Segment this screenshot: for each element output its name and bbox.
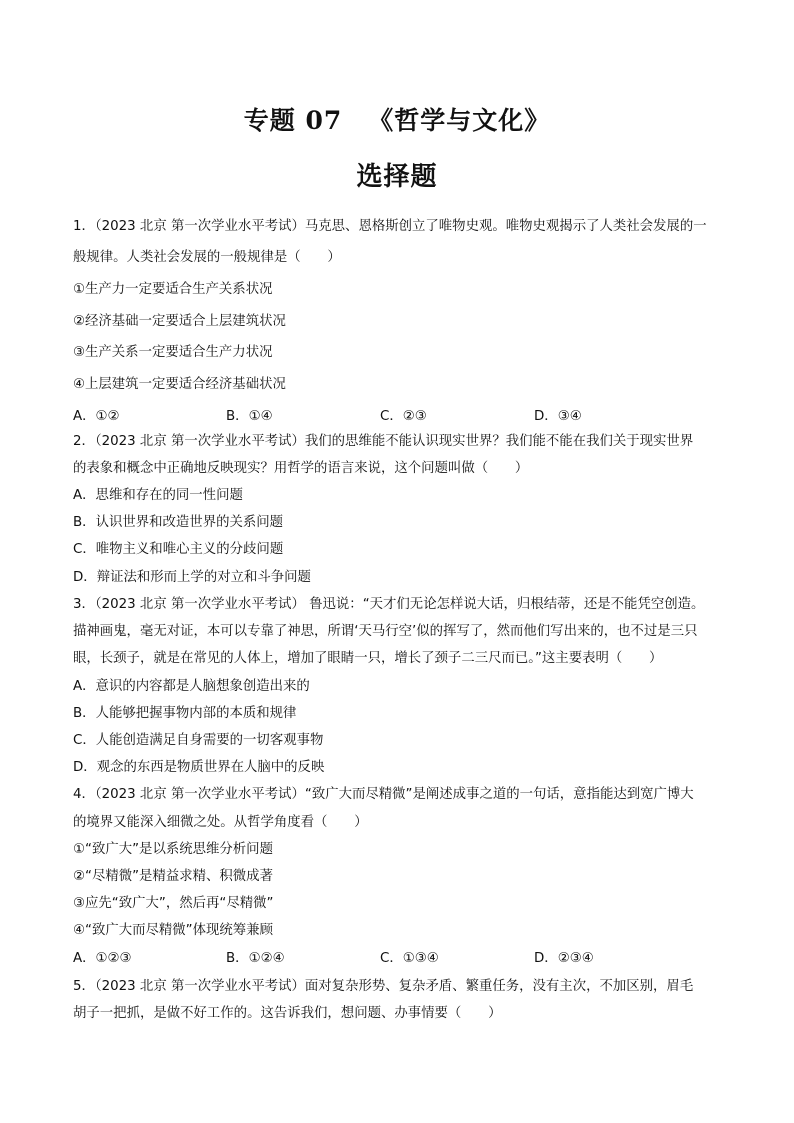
q4-option-a: A．①②③ [73,951,132,966]
topic-name: 《哲学与文化》 [368,106,551,135]
q2-stem-line-2: 的表象和概念中正确地反映现实？用哲学的语言来说，这个问题叫做（ ） [73,461,529,476]
q1-option-c: C．②③ [380,409,427,424]
q3-option-b: B．人能够把握事物内部的本质和规律 [73,706,297,721]
q5-stem-line-1: 5．（2023 北京 第一次学业水平考试）面对复杂形势、复杂矛盾、繁重任务，没有主次，不加区别，眉毛 [73,979,694,994]
q4-option-d: D．②③④ [534,951,594,966]
q4-stem-line-1: 4．（2023 北京 第一次学业水平考试）“致广大而尽精微”是阐述成事之道的一句话，意指能达到宽广博大 [73,787,694,802]
q2-option-a: A．思维和存在的同一性问题 [73,488,243,503]
q1-statement-2: ②经济基础一定要适合上层建筑状况 [73,314,286,329]
q1-option-a: A．①② [73,409,120,424]
q1-option-d: D．③④ [534,409,582,424]
q4-statement-1: ①“致广大”是以系统思维分析问题 [73,842,273,857]
q4-option-b: B．①②④ [226,951,285,966]
q2-option-b: B．认识世界和改造世界的关系问题 [73,515,284,530]
q1-statement-3: ③生产关系一定要适合生产力状况 [73,345,273,360]
topic-number: 专题 07 [243,106,343,135]
section-title: 选择题 [356,162,438,192]
q3-option-d: D．观念的东西是物质世界在人脑中的反映 [73,760,325,775]
q3-stem-line-1: 3．（2023 北京 第一次学业水平考试） 鲁迅说：“天才们无论怎样说大话，归根结蒂，还是不能凭空创造。 [73,597,705,612]
q4-stem-line-2: 的境界又能深入细微之处。从哲学角度看（ ） [73,815,368,830]
q2-option-c: C．唯物主义和唯心主义的分歧问题 [73,542,284,557]
q3-stem-line-2: 描神画鬼，毫无对证，本可以专靠了神思，所谓‘天马行空’似的挥写了，然而他们写出来的，也不过是三只 [73,624,698,639]
q2-stem-line-1: 2．（2023 北京 第一次学业水平考试）我们的思维能不能认识现实世界？我们能不能在我们关于现实世界 [73,434,694,449]
q4-statement-3: ③应先“致广大”，然后再“尽精微” [73,896,274,911]
q3-stem-line-3: 眼，长颈子，就是在常见的人体上，增加了眼睛一只，增长了颈子二三尺而已。”这主要表明（ ） [73,651,663,666]
q1-option-b: B．①④ [226,409,273,424]
q4-option-c: C．①③④ [380,951,439,966]
q2-option-d: D．辩证法和形而上学的对立和斗争问题 [73,570,311,585]
q1-stem-line-2: 般规律。人类社会发展的一般规律是（ ） [73,250,341,265]
document-title [0,101,794,137]
q1-statement-4: ④上层建筑一定要适合经济基础状况 [73,377,286,392]
q4-statement-2: ②“尽精微”是精益求精、积微成著 [73,869,273,884]
q5-stem-line-2: 胡子一把抓，是做不好工作的。这告诉我们，想问题、办事情要（ ） [73,1006,502,1021]
q3-option-c: C．人能创造满足自身需要的一切客观事物 [73,733,324,748]
q1-statement-1: ①生产力一定要适合生产关系状况 [73,282,273,297]
q4-statement-4: ④“致广大而尽精微”体现统筹兼顾 [73,923,273,938]
q1-stem-line-1: 1．（2023 北京 第一次学业水平考试）马克思、恩格斯创立了唯物史观。唯物史观揭示了人类社会发展的一 [73,219,707,234]
q3-option-a: A．意识的内容都是人脑想象创造出来的 [73,679,310,694]
